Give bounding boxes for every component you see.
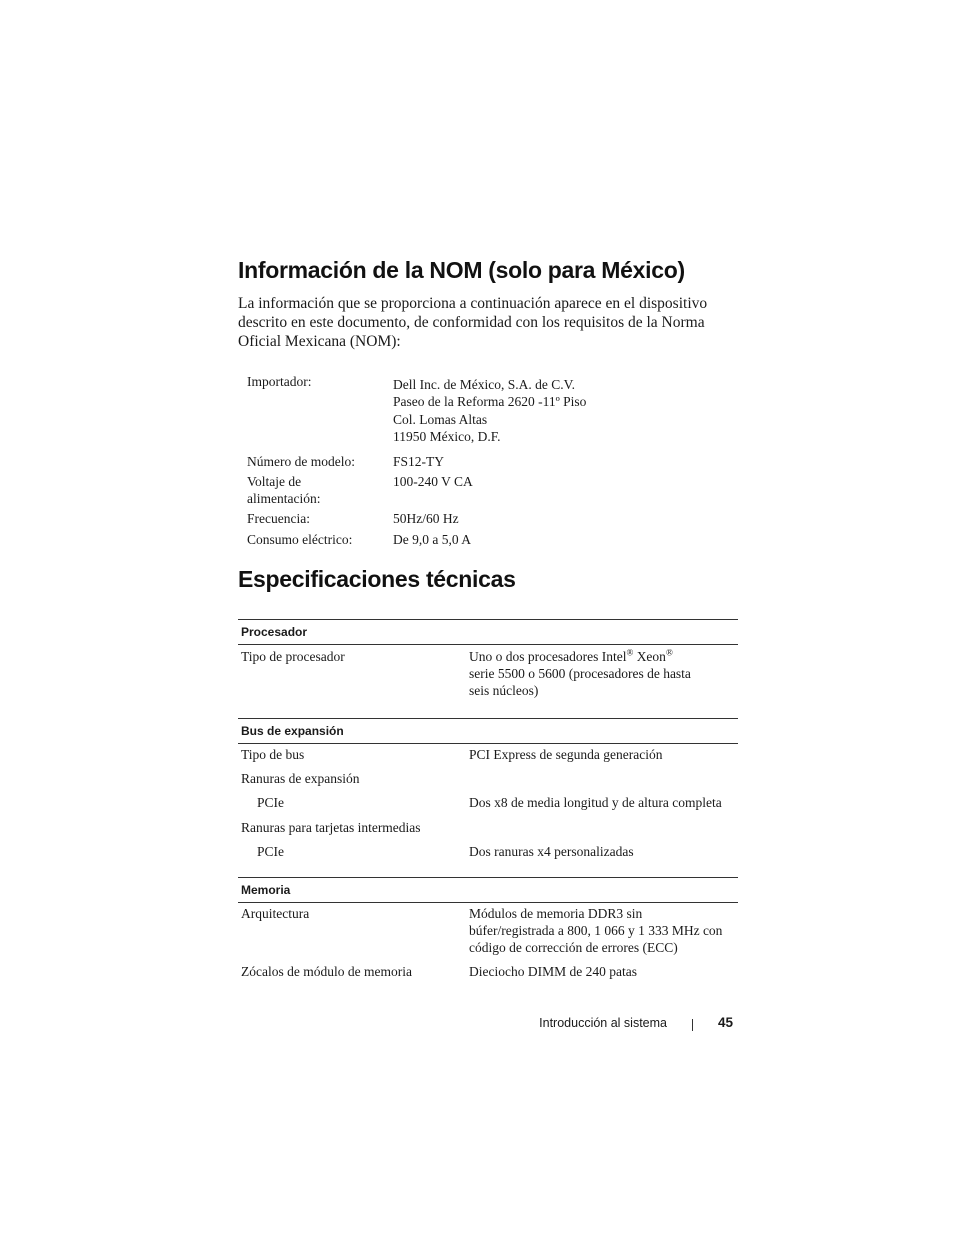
table-row [238,768,738,792]
nom-value: 50Hz/60 Hz [393,511,459,526]
spec-label: Arquitectura [241,906,310,921]
spec-value-line: código de corrección de errores (ECC) [469,940,678,955]
value-text: Uno o dos procesadores Intel [469,649,627,664]
spec-label: Ranuras de expansión [241,771,360,786]
nom-label: Número de modelo: [247,454,355,469]
spec-value-line: Módulos de memoria DDR3 sin [469,906,643,921]
spec-label: Zócalos de módulo de memoria [241,964,412,979]
address-line: Paseo de la Reforma 2620 -11º Piso [393,394,587,410]
footer-separator [692,1019,693,1031]
nom-value [393,373,707,453]
section-heading-memory: Memoria [238,877,738,903]
nom-row-model [247,453,707,473]
address-line: 11950 México, D.F. [393,429,501,445]
spec-value [469,648,738,718]
spec-value [469,905,738,963]
nom-label: Frecuencia: [247,511,310,526]
nom-value: De 9,0 a 5,0 A [393,532,471,547]
spec-value [469,819,738,841]
table-row [238,903,738,963]
nom-row-consumption [247,531,707,551]
spec-label: Ranuras para tarjetas intermedias [241,820,421,835]
registered-mark: ® [626,647,634,658]
nom-value: 100-240 V CA [393,474,473,489]
spec-value: PCI Express de segunda generación [469,747,663,762]
nom-intro-paragraph: La información que se proporciona a continuación aparece en el dispositivo descrito en este documento, de conformidad con los requisitos de la Norma Oficial Mexicana (NOM): [238,295,708,350]
nom-label-line: alimentación: [247,491,321,507]
address-line: Col. Lomas Altas [393,411,488,427]
spec-value: Dieciocho DIMM de 240 patas [469,964,637,979]
spec-value: Dos ranuras x4 personalizadas [469,844,634,859]
spec-value-line: serie 5500 o 5600 (procesadores de hasta [469,666,691,681]
spec-table [238,619,738,985]
page-number: 45 [717,1015,733,1030]
spec-value: Dos x8 de media longitud y de altura completa [469,795,722,810]
nom-value: FS12-TY [393,454,445,469]
spec-label: PCIe [257,844,284,859]
nom-info-table [247,373,707,551]
address-line: Dell Inc. de México, S.A. de C.V. [393,377,575,392]
table-row [238,645,738,718]
spec-value-line [469,648,738,665]
nom-label-line: Voltaje de [247,474,302,489]
nom-row-voltage [247,473,707,510]
section-heading-expansion-bus: Bus de expansión [238,718,738,744]
table-row [238,792,738,817]
spec-value-line: seis núcleos) [469,683,539,698]
nom-label: Importador: [247,374,312,389]
section-heading-processor: Procesador [238,619,738,645]
registered-mark: ® [665,647,673,658]
spec-label: Tipo de bus [241,747,305,762]
footer-section-name: Introducción al sistema [539,1016,667,1030]
spec-section-title: Especificaciones técnicas [238,566,516,592]
table-row [238,744,738,768]
nom-row-frequency [247,510,707,531]
nom-label [247,473,393,510]
spec-value [469,770,738,792]
table-row [238,841,738,877]
value-text: Xeon [633,649,666,664]
spec-label: Tipo de procesador [241,649,345,664]
spec-value-line: búfer/registrada a 800, 1 066 y 1 333 MHz con [469,923,723,938]
page-footer [500,1015,735,1035]
table-row [238,817,738,841]
nom-row-importer [247,373,707,453]
table-row [238,963,738,985]
nom-section-title: Información de la NOM (solo para México) [238,257,685,283]
spec-label: PCIe [257,795,284,810]
nom-label: Consumo eléctrico: [247,532,353,547]
